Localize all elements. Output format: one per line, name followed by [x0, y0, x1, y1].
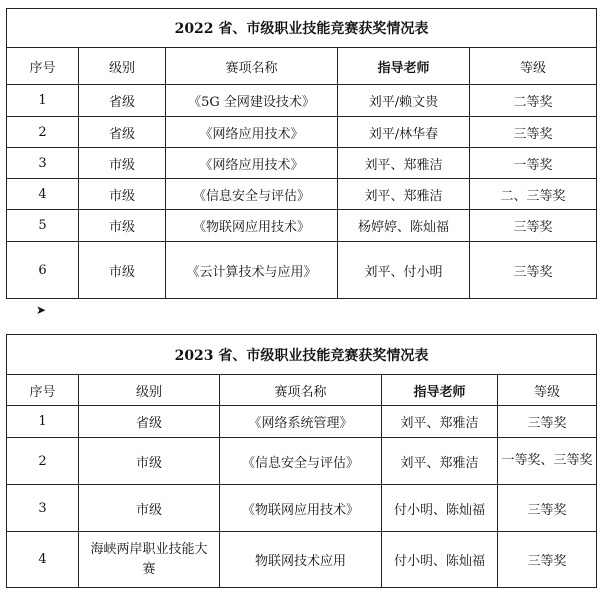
cell-instructor: 付小明、陈灿福	[382, 485, 498, 532]
table-row	[7, 438, 597, 485]
cell-event: 《网络系统管理》	[220, 406, 382, 438]
cell-index: 3	[7, 485, 79, 532]
cell-index: 2	[7, 438, 79, 485]
cell-instructor: 付小明、陈灿福	[382, 532, 498, 588]
table-row	[7, 406, 597, 438]
table-row	[7, 210, 597, 242]
bullet-marker: ➤	[36, 303, 47, 317]
table-row	[7, 148, 597, 179]
cell-level: 省级	[79, 117, 166, 148]
table-row	[7, 485, 597, 532]
cell-index: 6	[7, 242, 79, 299]
cell-grade-text: 一等奖、三等奖	[501, 453, 593, 468]
cell-event: 物联网技术应用	[220, 532, 382, 588]
cell-index: 2	[7, 117, 79, 148]
cell-instructor: 刘平、郑雅洁	[382, 406, 498, 438]
header-instructor: 指导老师	[338, 48, 470, 85]
cell-event: 《网络应用技术》	[166, 117, 338, 148]
table-title: 2023 省、市级职业技能竞赛获奖情况表	[7, 335, 597, 375]
cell-instructor: 刘平、郑雅洁	[338, 148, 470, 179]
cell-level: 市级	[79, 485, 220, 532]
cell-level: 海峡两岸职业技能大赛	[79, 532, 220, 588]
header-index: 序号	[7, 48, 79, 85]
table-row	[7, 117, 597, 148]
cell-instructor: 刘平、郑雅洁	[382, 438, 498, 485]
cell-grade: 三等奖	[470, 242, 597, 299]
cell-event: 《物联网应用技术》	[166, 210, 338, 242]
header-index: 序号	[7, 375, 79, 406]
cell-grade: 二等奖	[470, 85, 597, 117]
table-row	[7, 242, 597, 299]
header-grade: 等级	[470, 48, 597, 85]
header-event: 赛项名称	[166, 48, 338, 85]
cell-level: 省级	[79, 85, 166, 117]
cell-event: 《5G 全网建设技术》	[166, 85, 338, 117]
cell-grade: 三等奖	[498, 485, 597, 532]
awards-table-2023	[6, 334, 597, 588]
cell-level: 市级	[79, 242, 166, 299]
cell-grade: 三等奖	[470, 117, 597, 148]
table-row	[7, 179, 597, 210]
cell-grade: 二、三等奖	[470, 179, 597, 210]
cell-event: 《物联网应用技术》	[220, 485, 382, 532]
cell-index: 1	[7, 406, 79, 438]
header-event: 赛项名称	[220, 375, 382, 406]
header-level: 级别	[79, 375, 220, 406]
cell-level: 市级	[79, 148, 166, 179]
cell-instructor: 刘平/林华春	[338, 117, 470, 148]
cell-grade	[498, 438, 597, 485]
cell-grade: 三等奖	[498, 406, 597, 438]
cell-instructor: 刘平、付小明	[338, 242, 470, 299]
header-grade: 等级	[498, 375, 597, 406]
cell-grade: 一等奖	[470, 148, 597, 179]
table-row	[7, 85, 597, 117]
cell-instructor: 刘平、郑雅洁	[338, 179, 470, 210]
cell-level: 市级	[79, 210, 166, 242]
cell-index: 3	[7, 148, 79, 179]
awards-table-2022	[6, 8, 597, 299]
cell-index: 4	[7, 532, 79, 588]
cell-event: 《信息安全与评估》	[166, 179, 338, 210]
cell-level: 市级	[79, 438, 220, 485]
cell-index: 5	[7, 210, 79, 242]
cell-grade: 三等奖	[470, 210, 597, 242]
cell-index: 1	[7, 85, 79, 117]
cell-instructor: 刘平/赖文贵	[338, 85, 470, 117]
cell-level: 省级	[79, 406, 220, 438]
table-row	[7, 532, 597, 588]
cell-level: 市级	[79, 179, 166, 210]
cell-event: 《云计算技术与应用》	[166, 242, 338, 299]
cell-grade: 三等奖	[498, 532, 597, 588]
table-title: 2022 省、市级职业技能竞赛获奖情况表	[7, 9, 597, 48]
cell-event: 《网络应用技术》	[166, 148, 338, 179]
header-level: 级别	[79, 48, 166, 85]
cell-event: 《信息安全与评估》	[220, 438, 382, 485]
cell-index: 4	[7, 179, 79, 210]
cell-instructor: 杨婷婷、陈灿福	[338, 210, 470, 242]
header-instructor: 指导老师	[382, 375, 498, 406]
